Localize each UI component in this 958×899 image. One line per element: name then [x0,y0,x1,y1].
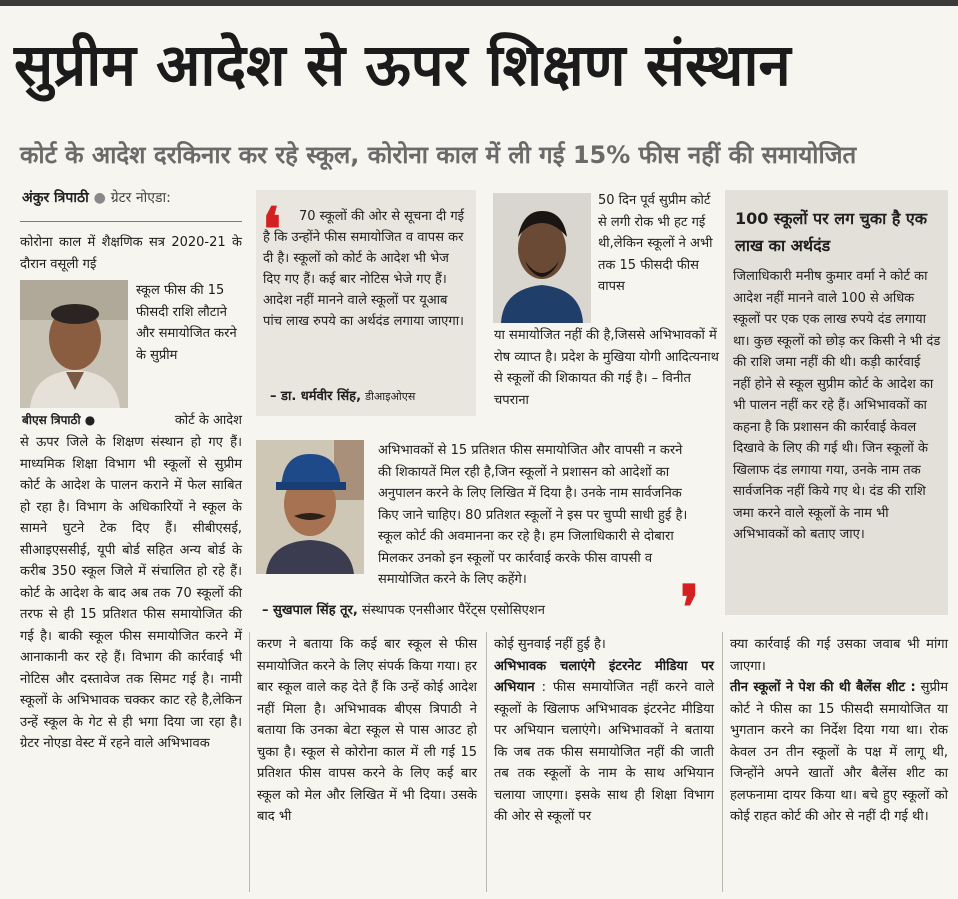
column-divider [722,632,723,892]
byline [22,188,171,207]
bs-tripathi-caption: बीएस त्रिपाठी ● [22,413,96,427]
sukhpal-quote-attribution: – सुखपाल सिंह तूर, संस्थापक एनसीआर पैरेंट्स एसोसिएशन [262,603,545,618]
column-divider [249,632,250,892]
top-border [0,0,958,6]
person-portrait-icon [493,193,591,323]
close-quote-icon: ❜ [680,573,700,643]
byline-place: ग्रेटर नोएडा: [110,190,171,206]
column-divider [486,632,487,892]
bs-tripathi-photo [20,280,128,408]
subheadline: कोर्ट के आदेश दरकिनार कर रहे स्कूल, कोरोना काल में ली गई 15% फीस नहीं की समायोजित [20,141,857,169]
vineet-photo [493,193,591,323]
person-portrait-icon [256,440,364,574]
column-4-para-1: क्या कार्रवाई की गई उसका जवाब भी मांगा जाएगा। [730,637,948,674]
left-beside-photo: स्कूल फीस की 15 फीसदी राशि लौटाने और समायोजित करने के सुप्रीम [136,283,237,363]
column-2-body: करण ने बताया कि कई बार स्कूल से फीस समायोजित करने के लिए संपर्क किया गया। हर बार स्कूल वाले कह देते हैं कि उन्हें कोई आदेश नहीं मिला है। अभिभावक बीएस त्रिपाठी ने बताया कि उनका बेटा स्कूल से पास आउट हो चुका है। स्कूल से कोरोना काल में ली गई 15 प्रतिशत फीस वापस करने के लिए कई बार स्कूल को मेल और लिखित में भी दिया। उसके बाद भी [257,637,477,824]
sukhpal-quote-text-top: अभिभावकों से 15 प्रतिशत फीस समायोजित और वापसी न करने की शिकायतें मिल रही है,जिन स्कूलों ने प्रशासन को आदेशों का अनुपालन करने के लिए लिखित में दिया है। उनके नाम सार्वजनिक किए जाने चाहिए। 80 प्रतिशत स्कूलों ने इस पर चुप्पी साधी हुई है। स्कूल कोर्ट की अवमानना कर रहे है। हम जिलाधिकारी से दोबारा मिलकर उनको इन स्कूलों पर कार्रवाई करके फीस वापसी व समायोजित करने के लिए कहेंगे। [378,443,688,587]
byline-author: अंकुर त्रिपाठी [22,190,89,206]
byline-separator: ● [93,190,106,206]
dios-quote-attribution: – डा. धर्मवीर सिंह, डीआइओएस [270,389,416,404]
left-column-body: से ऊपर जिले के शिक्षण संस्थान हो गए हैं। माध्यमिक शिक्षा विभाग भी स्कूलों से सुप्रीम कोर्ट के आदेश के पालन कराने में फेल साबित हो रहा है। विभाग के अधिकारियों ने स्कूल के सामने घुटने टेक दिए हैं। सीबीएसई, सीआइएससीई, यूपी बोर्ड सहित अन्य बोर्ड के करीब 350 स्कूल जिले में संचालित हो रहे हैं। कोर्ट के आदेश के बाद अब तक 70 स्कूलों की तरफ से ही 15 प्रतिशत फीस समायोजित की गई है। बाकी स्कूल फीस समायोजित करने में आनाकानी कर रहे हैं। विभाग की कार्रवाई भी नोटिस और दस्तावेज तक सिमट गई है। नामी स्कूलों के अभिभावक चक्कर काट रहे है,लेकिन उन्हें स्कूल के गेट से ही भगा दिया जा रहा है। ग्रेटर नोएडा वेस्ट में रहने वाले अभिभावक [20,435,242,751]
column-3-heading: अभिभावक चलाएंगे इंटरनेट मीडिया पर अभियान [494,658,714,695]
left-after-caption: कोर्ट के आदेश [174,413,242,428]
dios-quote-text: 70 स्कूलों की ओर से सूचना दी गई है कि उन्होंने फीस समायोजित व वापस कर दी है। स्कूलों को कोर्ट के आदेश भी भेज दिए गए हैं। कई बार नोटिस भेजे गए हैं। आदेश नहीं मानने वाले स्कूलों पर यूआब पांच लाख रुपये का अर्थदंड लगाया जाएगा। [263,209,465,329]
column-4-body [730,634,948,886]
sidebar-text: जिलाधिकारी मनीष कुमार वर्मा ने कोर्ट का आदेश नहीं मानने वाले 100 से अधिक स्कूलों पर एक एक लाख रुपये दंड लगाया था। कुछ स्कूलों को छोड़ कर किसी ने भी दंड की राशि जमा नहीं की थी। कड़ी कार्रवाई नहीं होने से स्कूल सुप्रीम कोर्ट के आदेश का भी पालन नहीं कर रहे हैं। अभिभावकों का कहना है कि प्रशासन की कार्रवाई केवल दिखावे के लिए की गई थी। जिन स्कूलों के खिलाफ दंड लगाया गया, उनके नाम तक सार्वजनिक नहीं किये गए थे। दंड की राशि जमा करने वाले स्कूलों के नाम भी अभिभावकों को बताए जाए। [733,269,941,542]
column-3-para-1: कोई सुनवाई नहीं हुई है। [494,637,606,652]
open-quote-icon: ❛ [262,195,282,265]
headline: सुप्रीम आदेश से ऊपर शिक्षण संस्थान [14,31,791,99]
byline-divider [20,221,242,222]
column-3-para-2: : फीस समायोजित नहीं करने वाले स्कूलों के खिलाफ अभिभावक इंटरनेट मीडिया पर अभियान चलाएंगे। अभिभावकों ने बताया कि जब तक फीस समायोजित नहीं की जाती तब तक स्कूलों के नाम के साथ अभियान चलाया जाएगा। इसके साथ ही शिक्षा विभाग की ओर से स्कूलों पर [494,680,715,824]
column-4-para-2: सुप्रीम कोर्ट ने फीस का 15 फीसदी समायोजित या भुगतान करने का निर्देश दिया गया था। रोक केवल उन तीन स्कूलों के पक्ष में लागू थी, जिन्होंने अपने खातों और बैलेंस शीट का हलफनामा दायर किया था। बचे हुए स्कूलों को कोई राहत कोर्ट की ओर से नहीं दी गई थी। [730,680,948,824]
person-portrait-icon [20,280,128,408]
vineet-quote-below: या समायोजित नहीं की है,जिससे अभिभावकों में रोष व्याप्त है। प्रदेश के मुखिया योगी आदित्यनाथ से स्कूलों की शिकायत की गई है। – विनीत चपराना [494,328,719,408]
left-intro: कोरोना काल में शैक्षणिक सत्र 2020-21 के दौरान वसूली गई [20,235,242,272]
column-4-heading: तीन स्कूलों ने पेश की थी बैलेंस शीट : [730,680,916,695]
column-3-body [494,634,714,886]
sukhpal-photo [256,440,364,574]
sidebar-title: 100 स्कूलों पर लग चुका है एक लाख का अर्थदंड [735,209,928,255]
vineet-quote-beside: 50 दिन पूर्व सुप्रीम कोर्ट से लगी रोक भी हट गई थी,लेकिन स्कूलों ने अभी तक 15 फीसदी फीस वापस [598,193,713,294]
